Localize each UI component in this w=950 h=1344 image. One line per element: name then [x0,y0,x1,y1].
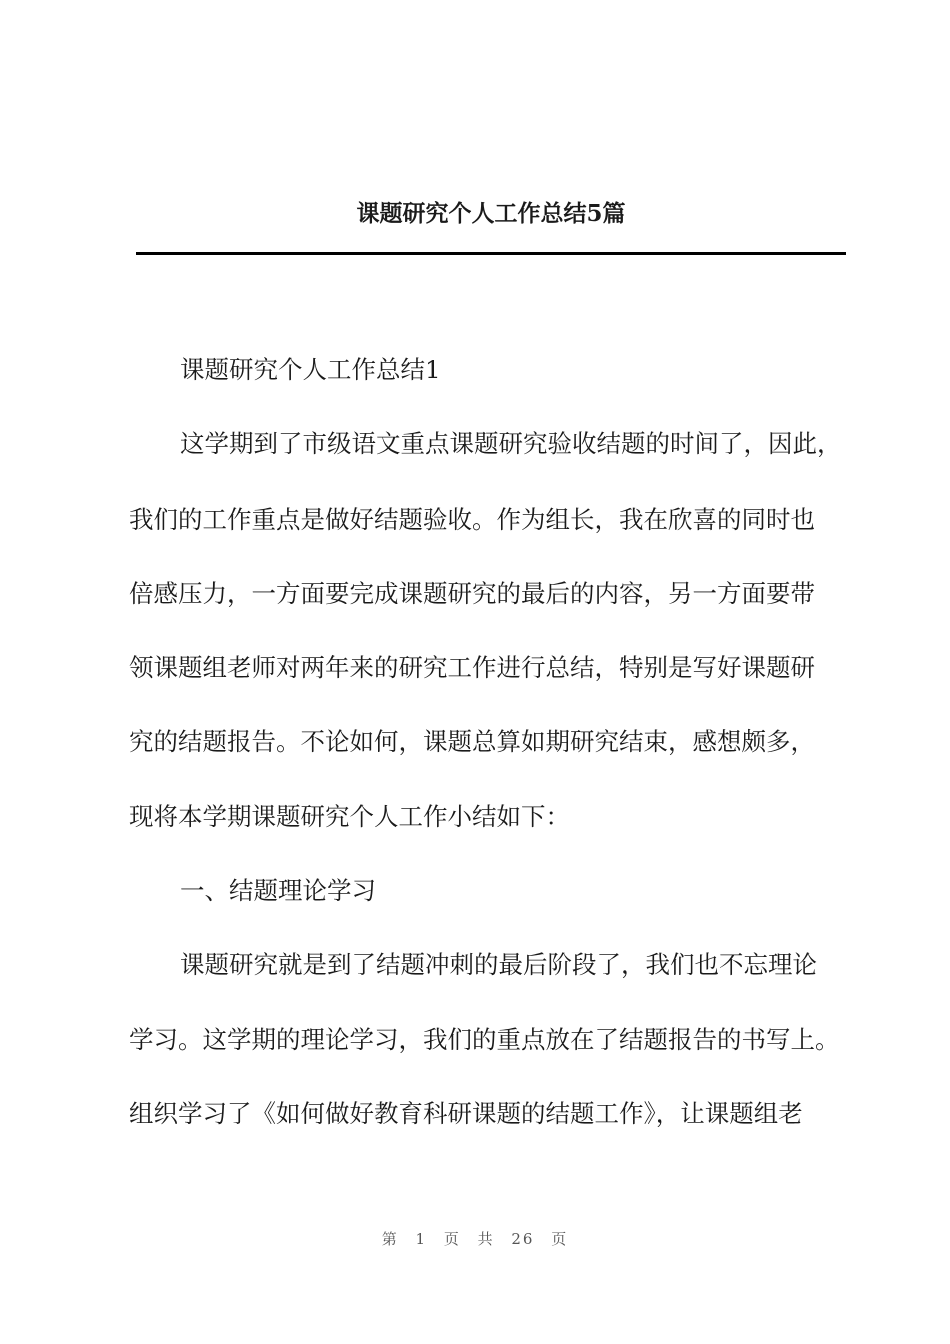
subsection-heading: 一、结题理论学习 [180,876,376,905]
paragraph-line: 课题研究就是到了结题冲刺的最后阶段了，我们也不忘理论 [180,950,817,979]
paragraph-line: 学习。这学期的理论学习，我们的重点放在了结题报告的书写上。 [129,1025,840,1054]
paragraph-line: 组织学习了《如何做好教育科研课题的结题工作》，让课题组老 [129,1099,803,1128]
paragraph-line: 我们的工作重点是做好结题验收。作为组长，我在欣喜的同时也 [129,505,815,534]
section-heading: 课题研究个人工作总结1 [180,355,441,384]
paragraph-line: 现将本学期课题研究个人工作小结如下： [129,802,570,831]
title-divider [136,252,846,255]
paragraph-line: 领课题组老师对两年来的研究工作进行总结，特别是写好课题研 [129,653,815,682]
paragraph-line: 倍感压力，一方面要完成课题研究的最后的内容，另一方面要带 [129,579,815,608]
paragraph-line: 究的结题报告。不论如何，课题总算如期研究结束，感想颇多， [129,727,815,756]
page-footer: 第 1 页 共 26 页 [381,1230,569,1248]
paragraph-line: 这学期到了市级语文重点课题研究验收结题的时间了，因此， [180,429,842,458]
document-title: 课题研究个人工作总结5篇 [356,200,626,227]
